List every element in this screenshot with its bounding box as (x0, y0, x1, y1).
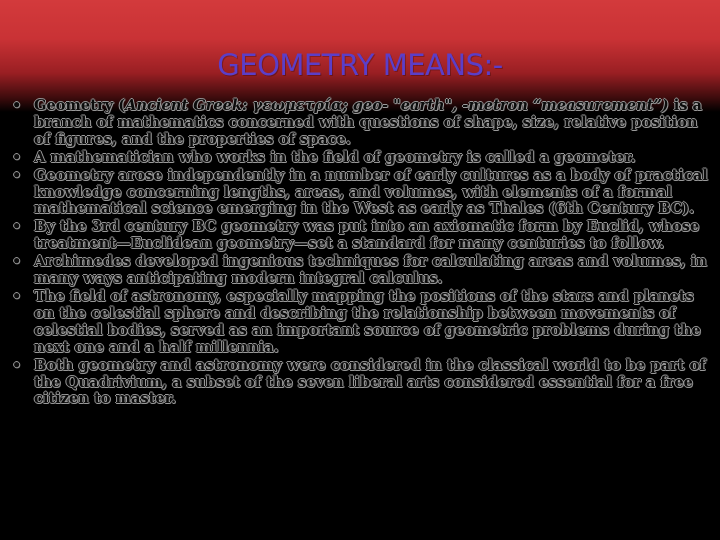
bullet-list (12, 98, 712, 409)
bullet-item-3 (12, 168, 712, 219)
bullet-text-post: is a branch of mathematics concerned with questions of shape, size, relative position of figures, and the properties of space. (34, 97, 703, 148)
bullet-icon: • (12, 356, 22, 374)
bullet-icon: • (12, 218, 22, 236)
bullet-item-2 (12, 150, 712, 167)
bullet-text: The field of astronomy, especially mapping the positions of the stars and planets on the celestial sphere and describing the relationship between movements of celestial bodies, served as an important source of geometric problems during the next one and a half millennia. (34, 287, 701, 356)
bullet-icon: • (12, 287, 22, 305)
bullet-text: Archimedes developed ingenious techniques for calculating areas and volumes, in many ways anticipating modern integral calculus. (34, 253, 707, 288)
bullet-item-5 (12, 254, 712, 288)
bullet-text: Geometry arose independently in a number of early cultures as a body of practical knowledge concerning lengths, areas, and volumes, with elements of a formal mathematical science emerging in the West as early as Thales (6th Century BC). (34, 166, 708, 218)
bullet-text: Both geometry and astronomy were considered in the classical world to be part of the Quadrivium, a subset of the seven liberal arts considered essential for a free citizen to master. (34, 356, 706, 408)
bullet-text-pre: Geometry ( (34, 97, 126, 114)
bullet-text: By the 3rd century BC geometry was put into an axiomatic form by Euclid, whose treatment—Euclidean geometry—set a standard for many centuries to follow. (34, 218, 700, 253)
bullet-item-6 (12, 289, 712, 357)
bullet-item-1 (12, 98, 712, 149)
bullet-item-7 (12, 358, 712, 409)
bullet-icon: • (12, 97, 22, 114)
bullet-icon: • (12, 166, 22, 184)
bullet-icon: • (12, 148, 22, 166)
slide-title: GEOMETRY MEANS:- (217, 48, 503, 82)
bullet-icon: • (12, 253, 22, 271)
bullet-text: A mathematician who works in the field of geometry is called a geometer. (34, 148, 636, 166)
bullet-text-etymology: Ancient Greek: γεωμετρία; geo- "earth", -metron “measurement”) (125, 97, 669, 114)
bullet-item-4 (12, 219, 712, 253)
